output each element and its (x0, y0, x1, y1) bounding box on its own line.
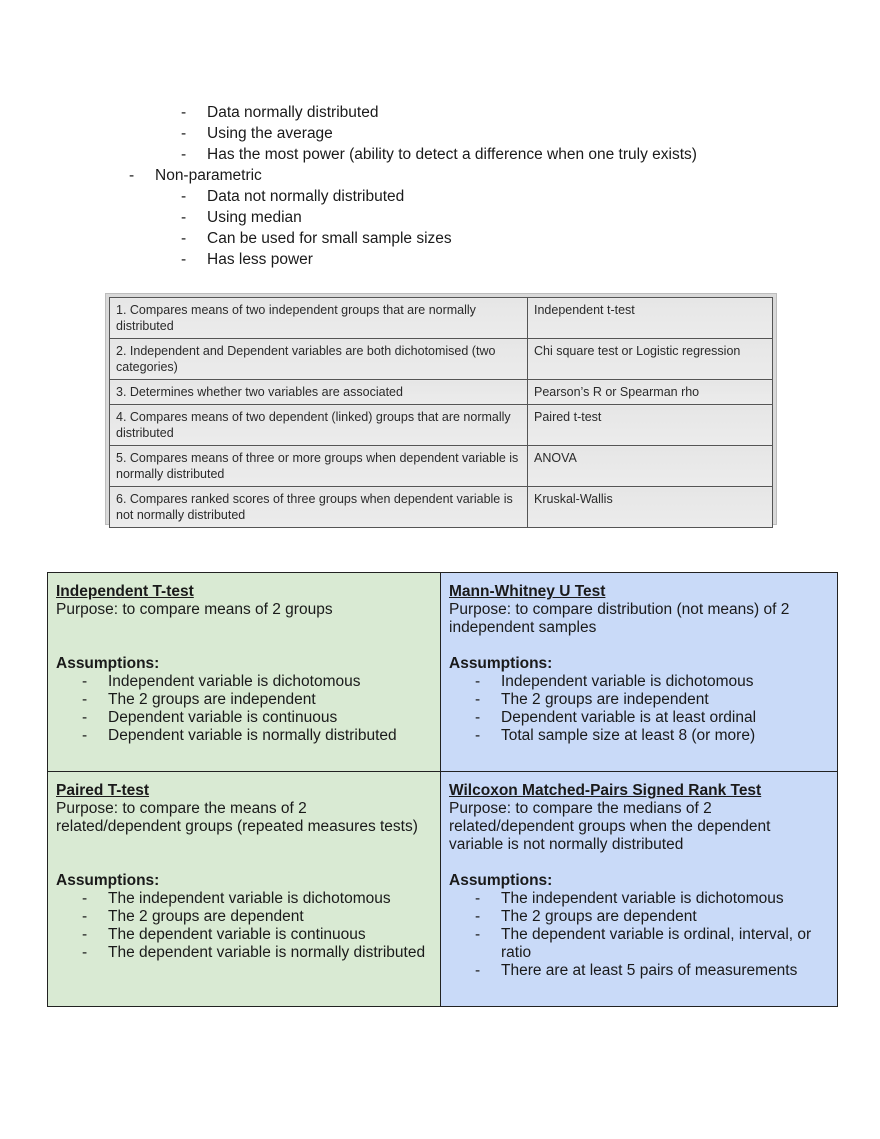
independent-t-test-cell (48, 573, 441, 772)
table-row (110, 339, 773, 380)
list-item: - The dependent variable is normally distributed (82, 944, 426, 961)
list-item: - The dependent variable is ordinal, interval, or ratio (475, 926, 812, 961)
grid-row (48, 573, 838, 772)
table-cell: Pearson’s R or Spearman rho (528, 380, 773, 405)
cell-purpose: Purpose: to compare the means of 2 related/dependent groups (repeated measures tests) (56, 800, 418, 835)
cell-title: Wilcoxon Matched-Pairs Signed Rank Test (449, 782, 762, 799)
table-row (110, 405, 773, 446)
test-comparison-grid (47, 572, 838, 1007)
cell-title: Independent T-test (56, 583, 194, 600)
table-cell: 5. Compares means of three or more groups when dependent variable is normally distributed (110, 446, 528, 487)
assumptions-list (449, 673, 829, 745)
cell-title: Paired T-test (56, 782, 150, 799)
cell-title: Mann-Whitney U Test (449, 583, 606, 600)
cell-purpose: Purpose: to compare distribution (not means) of 2 independent samples (449, 601, 790, 636)
list-item: - Independent variable is dichotomous (475, 673, 754, 690)
assumptions-heading: Assumptions: (449, 655, 553, 672)
list-item: - The independent variable is dichotomous (475, 890, 784, 907)
table-cell: 1. Compares means of two independent groups that are normally distributed (110, 298, 528, 339)
paired-t-test-cell (48, 772, 441, 1007)
table-cell: Kruskal-Wallis (528, 487, 773, 528)
list-item: - Dependent variable is normally distributed (82, 727, 397, 744)
list-item: - The 2 groups are dependent (475, 908, 697, 925)
list-item: - Dependent variable is continuous (82, 709, 338, 726)
cell-purpose: Purpose: to compare means of 2 groups (56, 601, 333, 618)
mann-whitney-u-test-cell (441, 573, 838, 772)
list-item: - The 2 groups are dependent (82, 908, 304, 925)
table-row (110, 446, 773, 487)
cell-purpose: Purpose: to compare the medians of 2 related/dependent groups when the dependent variable is not normally distributed (449, 800, 771, 853)
assumptions-heading: Assumptions: (449, 872, 553, 889)
table-cell: ANOVA (528, 446, 773, 487)
list-item: - Total sample size at least 8 (or more) (475, 727, 756, 744)
list-item: - Dependent variable is at least ordinal (475, 709, 757, 726)
assumptions-list (56, 673, 432, 745)
assumptions-list (449, 890, 829, 980)
assumptions-list (56, 890, 432, 962)
list-item: - The 2 groups are independent (82, 691, 316, 708)
table-row (110, 380, 773, 405)
table-cell: 3. Determines whether two variables are associated (110, 380, 528, 405)
statistical-test-table (109, 297, 773, 528)
list-item: - The independent variable is dichotomous (82, 890, 391, 907)
table-cell: 2. Independent and Dependent variables are both dichotomised (two categories) (110, 339, 528, 380)
wilcoxon-signed-rank-test-cell (441, 772, 838, 1007)
table-cell: Paired t-test (528, 405, 773, 446)
list-item: - There are at least 5 pairs of measurements (475, 962, 798, 979)
table-row (110, 298, 773, 339)
list-item: - The 2 groups are independent (475, 691, 709, 708)
list-item: - The dependent variable is continuous (82, 926, 366, 943)
table-cell: 4. Compares means of two dependent (linked) groups that are normally distributed (110, 405, 528, 446)
assumptions-heading: Assumptions: (56, 872, 160, 889)
list-item: - Independent variable is dichotomous (82, 673, 361, 690)
table-cell: Chi square test or Logistic regression (528, 339, 773, 380)
grid-row (48, 772, 838, 1007)
table-cell: Independent t-test (528, 298, 773, 339)
assumptions-heading: Assumptions: (56, 655, 160, 672)
table-row (110, 487, 773, 528)
statistical-test-table-image (105, 293, 777, 525)
table-cell: 6. Compares ranked scores of three groups when dependent variable is not normally distributed (110, 487, 528, 528)
